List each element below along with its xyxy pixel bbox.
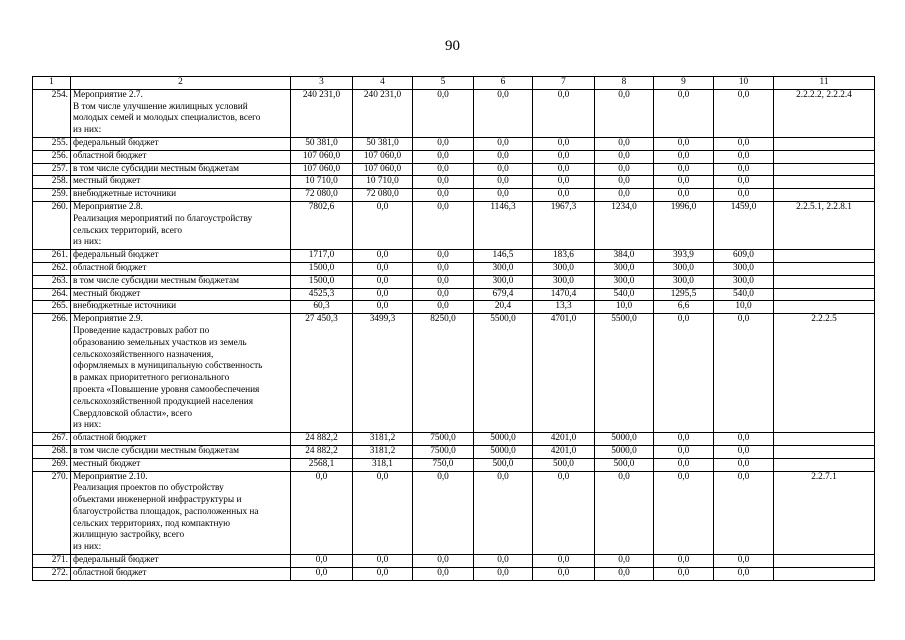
value-cell: 0,0 (353, 471, 413, 555)
table-row (33, 471, 875, 555)
column-header: 3 (291, 77, 353, 90)
table-row (33, 150, 875, 163)
value-cell: 13,3 (533, 301, 595, 314)
value-cell: 107 060,0 (291, 150, 353, 163)
target-code-cell (774, 189, 875, 202)
value-cell: 750,0 (413, 458, 474, 471)
value-cell: 0,0 (413, 250, 474, 263)
value-cell: 0,0 (595, 567, 654, 580)
table-row (33, 301, 875, 314)
value-cell: 1967,3 (533, 201, 595, 249)
table-row (33, 201, 875, 249)
value-cell: 500,0 (474, 458, 533, 471)
column-header: 10 (714, 77, 774, 90)
row-title-line: федеральный бюджет (73, 137, 159, 148)
value-cell: 0,0 (654, 176, 714, 189)
row-number: 262. (33, 262, 71, 275)
value-cell: 0,0 (595, 471, 654, 555)
value-cell: 0,0 (353, 301, 413, 314)
value-cell: 0,0 (714, 314, 774, 433)
column-header: 6 (474, 77, 533, 90)
value-cell: 72 080,0 (353, 189, 413, 202)
value-cell: 8250,0 (413, 314, 474, 433)
value-cell: 0,0 (654, 445, 714, 458)
column-header: 11 (774, 77, 875, 90)
value-cell: 0,0 (533, 567, 595, 580)
value-cell: 0,0 (413, 262, 474, 275)
value-cell: 300,0 (595, 275, 654, 288)
table-row (33, 163, 875, 176)
row-title-line: внебюджетные источники (73, 301, 177, 312)
target-code-cell (774, 163, 875, 176)
table-row (33, 250, 875, 263)
value-cell: 1470,4 (533, 288, 595, 301)
value-cell: 1996,0 (654, 201, 714, 249)
row-title-line: объектами инженерной инфраструктуры и (73, 495, 242, 506)
value-cell: 300,0 (474, 262, 533, 275)
row-title-line: федеральный бюджет (73, 250, 159, 261)
value-cell: 0,0 (413, 89, 474, 137)
value-cell: 1500,0 (291, 262, 353, 275)
target-code-cell (774, 176, 875, 189)
row-title-line: в том числе субсидии местным бюджетам (73, 163, 239, 174)
row-title (71, 301, 291, 314)
value-cell: 4525,3 (291, 288, 353, 301)
row-title (71, 567, 291, 580)
value-cell: 0,0 (533, 189, 595, 202)
value-cell: 0,0 (413, 189, 474, 202)
value-cell: 540,0 (714, 288, 774, 301)
table-row (33, 189, 875, 202)
value-cell: 500,0 (595, 458, 654, 471)
row-title-line: из них: (73, 237, 102, 248)
table-row (33, 445, 875, 458)
value-cell: 7500,0 (413, 433, 474, 446)
row-title-line: Мероприятие 2.7. (73, 89, 143, 100)
row-title-line: областной бюджет (73, 262, 147, 273)
value-cell: 300,0 (595, 262, 654, 275)
value-cell: 1717,0 (291, 250, 353, 263)
value-cell: 20,4 (474, 301, 533, 314)
value-cell: 500,0 (533, 458, 595, 471)
value-cell: 300,0 (474, 275, 533, 288)
value-cell: 0,0 (533, 150, 595, 163)
value-cell: 0,0 (413, 176, 474, 189)
row-title-line: местный бюджет (73, 458, 141, 469)
row-number: 272. (33, 567, 71, 580)
value-cell: 1295,5 (654, 288, 714, 301)
value-cell: 300,0 (654, 262, 714, 275)
value-cell: 384,0 (595, 250, 654, 263)
value-cell: 0,0 (533, 163, 595, 176)
table-header-row (33, 77, 875, 90)
row-number: 257. (33, 163, 71, 176)
value-cell: 0,0 (654, 163, 714, 176)
value-cell: 0,0 (291, 471, 353, 555)
value-cell: 146,5 (474, 250, 533, 263)
table-row (33, 567, 875, 580)
value-cell: 0,0 (474, 89, 533, 137)
row-number: 254. (33, 89, 71, 137)
target-code-cell: 2.2.5.1, 2.2.8.1 (774, 201, 875, 249)
value-cell: 0,0 (413, 201, 474, 249)
target-code-cell (774, 301, 875, 314)
value-cell: 72 080,0 (291, 189, 353, 202)
target-code-cell (774, 275, 875, 288)
row-title-line: образованию земельных участков из земель (73, 337, 247, 348)
value-cell: 3499,3 (353, 314, 413, 433)
row-title-line: сельскохозяйственной продукцией населения (73, 396, 253, 407)
value-cell: 0,0 (474, 555, 533, 568)
table-row (33, 262, 875, 275)
value-cell: 10,0 (595, 301, 654, 314)
value-cell: 0,0 (413, 555, 474, 568)
value-cell: 0,0 (654, 150, 714, 163)
value-cell: 0,0 (595, 163, 654, 176)
value-cell: 0,0 (714, 433, 774, 446)
row-title-line: Мероприятие 2.9. (73, 314, 143, 325)
row-title (71, 555, 291, 568)
row-number: 268. (33, 445, 71, 458)
value-cell: 0,0 (353, 567, 413, 580)
table-row (33, 314, 875, 433)
value-cell: 0,0 (654, 433, 714, 446)
row-title (71, 189, 291, 202)
value-cell: 7500,0 (413, 445, 474, 458)
value-cell: 0,0 (654, 189, 714, 202)
row-title (71, 163, 291, 176)
row-title-line: сельскохозяйственного назначения, (73, 349, 214, 360)
value-cell: 300,0 (714, 262, 774, 275)
row-title-line: местный бюджет (73, 288, 141, 299)
value-cell: 50 381,0 (291, 137, 353, 150)
row-title (71, 458, 291, 471)
value-cell: 0,0 (353, 201, 413, 249)
table-row (33, 137, 875, 150)
row-title (71, 137, 291, 150)
row-title (71, 314, 291, 433)
value-cell: 60,3 (291, 301, 353, 314)
value-cell: 0,0 (353, 275, 413, 288)
row-title-line: федеральный бюджет (73, 555, 159, 566)
row-number: 263. (33, 275, 71, 288)
value-cell: 0,0 (353, 288, 413, 301)
value-cell: 300,0 (533, 275, 595, 288)
row-title-line: из них: (73, 542, 102, 553)
value-cell: 0,0 (714, 458, 774, 471)
target-code-cell (774, 445, 875, 458)
value-cell: 0,0 (595, 89, 654, 137)
value-cell: 0,0 (533, 471, 595, 555)
target-code-cell (774, 433, 875, 446)
value-cell: 0,0 (413, 301, 474, 314)
value-cell: 0,0 (714, 567, 774, 580)
value-cell: 0,0 (595, 150, 654, 163)
row-title (71, 288, 291, 301)
value-cell: 0,0 (714, 176, 774, 189)
row-title-line: сельских территориях, под компактную (73, 518, 231, 529)
value-cell: 240 231,0 (353, 89, 413, 137)
target-code-cell (774, 150, 875, 163)
value-cell: 0,0 (714, 163, 774, 176)
target-code-cell (774, 262, 875, 275)
row-title (71, 262, 291, 275)
value-cell: 0,0 (595, 189, 654, 202)
row-title-line: в том числе субсидии местным бюджетам (73, 445, 239, 456)
value-cell: 183,6 (533, 250, 595, 263)
value-cell: 0,0 (291, 567, 353, 580)
value-cell: 300,0 (714, 275, 774, 288)
value-cell: 0,0 (474, 137, 533, 150)
value-cell: 107 060,0 (353, 150, 413, 163)
row-title-line: из них: (73, 125, 102, 136)
value-cell: 4201,0 (533, 445, 595, 458)
value-cell: 1459,0 (714, 201, 774, 249)
value-cell: 0,0 (595, 137, 654, 150)
value-cell: 0,0 (654, 471, 714, 555)
value-cell: 50 381,0 (353, 137, 413, 150)
row-title (71, 471, 291, 555)
value-cell: 4201,0 (533, 433, 595, 446)
column-header: 4 (353, 77, 413, 90)
row-title-line: жилищную застройку, всего (73, 530, 185, 541)
value-cell: 0,0 (595, 555, 654, 568)
value-cell: 5500,0 (595, 314, 654, 433)
row-title-line: внебюджетные источники (73, 189, 177, 200)
value-cell: 0,0 (413, 163, 474, 176)
row-title-line: сельских территорий, всего (73, 225, 183, 236)
table-row (33, 433, 875, 446)
row-title (71, 275, 291, 288)
row-title-line: областной бюджет (73, 433, 147, 444)
row-number: 266. (33, 314, 71, 433)
row-number: 258. (33, 176, 71, 189)
row-title (71, 89, 291, 137)
value-cell: 6,6 (654, 301, 714, 314)
value-cell: 2568,1 (291, 458, 353, 471)
row-title-line: Проведение кадастровых работ по (73, 325, 210, 336)
row-number: 255. (33, 137, 71, 150)
value-cell: 0,0 (413, 471, 474, 555)
value-cell: 5000,0 (474, 445, 533, 458)
value-cell: 0,0 (474, 150, 533, 163)
row-title-line: областной бюджет (73, 150, 147, 161)
value-cell: 107 060,0 (353, 163, 413, 176)
row-title-line: в том числе субсидии местным бюджетам (73, 275, 239, 286)
budget-table (32, 76, 875, 581)
row-title-line: благоустройства площадок, расположенных на (73, 506, 259, 517)
value-cell: 0,0 (353, 262, 413, 275)
value-cell: 0,0 (714, 189, 774, 202)
row-title-line: Реализация проектов по обустройству (73, 483, 224, 494)
target-code-cell (774, 288, 875, 301)
value-cell: 609,0 (714, 250, 774, 263)
row-number: 267. (33, 433, 71, 446)
value-cell: 300,0 (533, 262, 595, 275)
value-cell: 10 710,0 (353, 176, 413, 189)
row-title-line: Реализация мероприятий по благоустройству (73, 213, 253, 224)
value-cell: 1500,0 (291, 275, 353, 288)
row-number: 271. (33, 555, 71, 568)
row-number: 265. (33, 301, 71, 314)
value-cell: 1234,0 (595, 201, 654, 249)
value-cell: 0,0 (353, 555, 413, 568)
page-number: 90 (445, 38, 460, 54)
row-title-line: проекта «Повышение уровня самообеспечения (73, 384, 260, 395)
column-header: 1 (33, 77, 71, 90)
value-cell: 0,0 (533, 555, 595, 568)
value-cell: 5000,0 (595, 433, 654, 446)
row-title-line: из них: (73, 420, 102, 431)
value-cell: 0,0 (533, 137, 595, 150)
value-cell: 0,0 (413, 567, 474, 580)
value-cell: 0,0 (654, 314, 714, 433)
table-row (33, 555, 875, 568)
row-title (71, 445, 291, 458)
row-number: 260. (33, 201, 71, 249)
target-code-cell (774, 137, 875, 150)
value-cell: 0,0 (654, 89, 714, 137)
value-cell: 0,0 (291, 555, 353, 568)
value-cell: 0,0 (413, 137, 474, 150)
target-code-cell: 2.2.2.5 (774, 314, 875, 433)
row-title (71, 176, 291, 189)
table-row (33, 288, 875, 301)
value-cell: 0,0 (714, 471, 774, 555)
value-cell: 10 710,0 (291, 176, 353, 189)
value-cell: 0,0 (413, 275, 474, 288)
row-title-line: областной бюджет (73, 567, 147, 578)
row-number: 270. (33, 471, 71, 555)
value-cell: 0,0 (474, 471, 533, 555)
column-header: 8 (595, 77, 654, 90)
value-cell: 5000,0 (474, 433, 533, 446)
value-cell: 0,0 (474, 163, 533, 176)
value-cell: 5000,0 (595, 445, 654, 458)
target-code-cell (774, 250, 875, 263)
target-code-cell: 2.2.7.1 (774, 471, 875, 555)
value-cell: 0,0 (714, 89, 774, 137)
value-cell: 5500,0 (474, 314, 533, 433)
target-code-cell (774, 555, 875, 568)
value-cell: 0,0 (714, 445, 774, 458)
row-title-line: В том числе улучшение жилищных условий (73, 101, 248, 112)
value-cell: 3181,2 (353, 445, 413, 458)
row-title (71, 433, 291, 446)
value-cell: 3181,2 (353, 433, 413, 446)
value-cell: 0,0 (714, 150, 774, 163)
value-cell: 679,4 (474, 288, 533, 301)
table-row (33, 89, 875, 137)
value-cell: 0,0 (714, 137, 774, 150)
row-title (71, 201, 291, 249)
value-cell: 0,0 (654, 137, 714, 150)
value-cell: 240 231,0 (291, 89, 353, 137)
value-cell: 0,0 (533, 89, 595, 137)
target-code-cell (774, 567, 875, 580)
value-cell: 0,0 (474, 567, 533, 580)
row-title-line: оформляемых в муниципальную собственность (73, 361, 263, 372)
row-title-line: молодых семей и молодых специалистов, всего (73, 113, 261, 124)
value-cell: 540,0 (595, 288, 654, 301)
row-title-line: Мероприятие 2.8. (73, 201, 143, 212)
column-header: 9 (654, 77, 714, 90)
column-header: 5 (413, 77, 474, 90)
value-cell: 10,0 (714, 301, 774, 314)
value-cell: 27 450,3 (291, 314, 353, 433)
value-cell: 107 060,0 (291, 163, 353, 176)
row-title (71, 150, 291, 163)
table-row (33, 176, 875, 189)
value-cell: 300,0 (654, 275, 714, 288)
value-cell: 4701,0 (533, 314, 595, 433)
value-cell: 0,0 (654, 458, 714, 471)
value-cell: 24 882,2 (291, 433, 353, 446)
value-cell: 0,0 (474, 176, 533, 189)
value-cell: 318,1 (353, 458, 413, 471)
value-cell: 7802,6 (291, 201, 353, 249)
value-cell: 0,0 (714, 555, 774, 568)
row-title-line: Мероприятие 2.10. (73, 471, 148, 482)
row-title-line: Свердловской области», всего (73, 408, 192, 419)
table-row (33, 458, 875, 471)
row-title-line: местный бюджет (73, 176, 141, 187)
value-cell: 24 882,2 (291, 445, 353, 458)
table-row (33, 275, 875, 288)
value-cell: 0,0 (654, 567, 714, 580)
target-code-cell: 2.2.2.2, 2.2.2.4 (774, 89, 875, 137)
row-number: 259. (33, 189, 71, 202)
value-cell: 0,0 (474, 189, 533, 202)
row-title-line: в рамках приоритетного регионального (73, 373, 230, 384)
value-cell: 0,0 (654, 555, 714, 568)
row-number: 256. (33, 150, 71, 163)
value-cell: 0,0 (533, 176, 595, 189)
value-cell: 1146,3 (474, 201, 533, 249)
value-cell: 0,0 (595, 176, 654, 189)
table-body (33, 89, 875, 580)
target-code-cell (774, 458, 875, 471)
column-header: 7 (533, 77, 595, 90)
value-cell: 0,0 (353, 250, 413, 263)
value-cell: 0,0 (413, 288, 474, 301)
column-header: 2 (71, 77, 291, 90)
row-number: 264. (33, 288, 71, 301)
value-cell: 0,0 (413, 150, 474, 163)
value-cell: 393,9 (654, 250, 714, 263)
row-number: 269. (33, 458, 71, 471)
row-title (71, 250, 291, 263)
row-number: 261. (33, 250, 71, 263)
